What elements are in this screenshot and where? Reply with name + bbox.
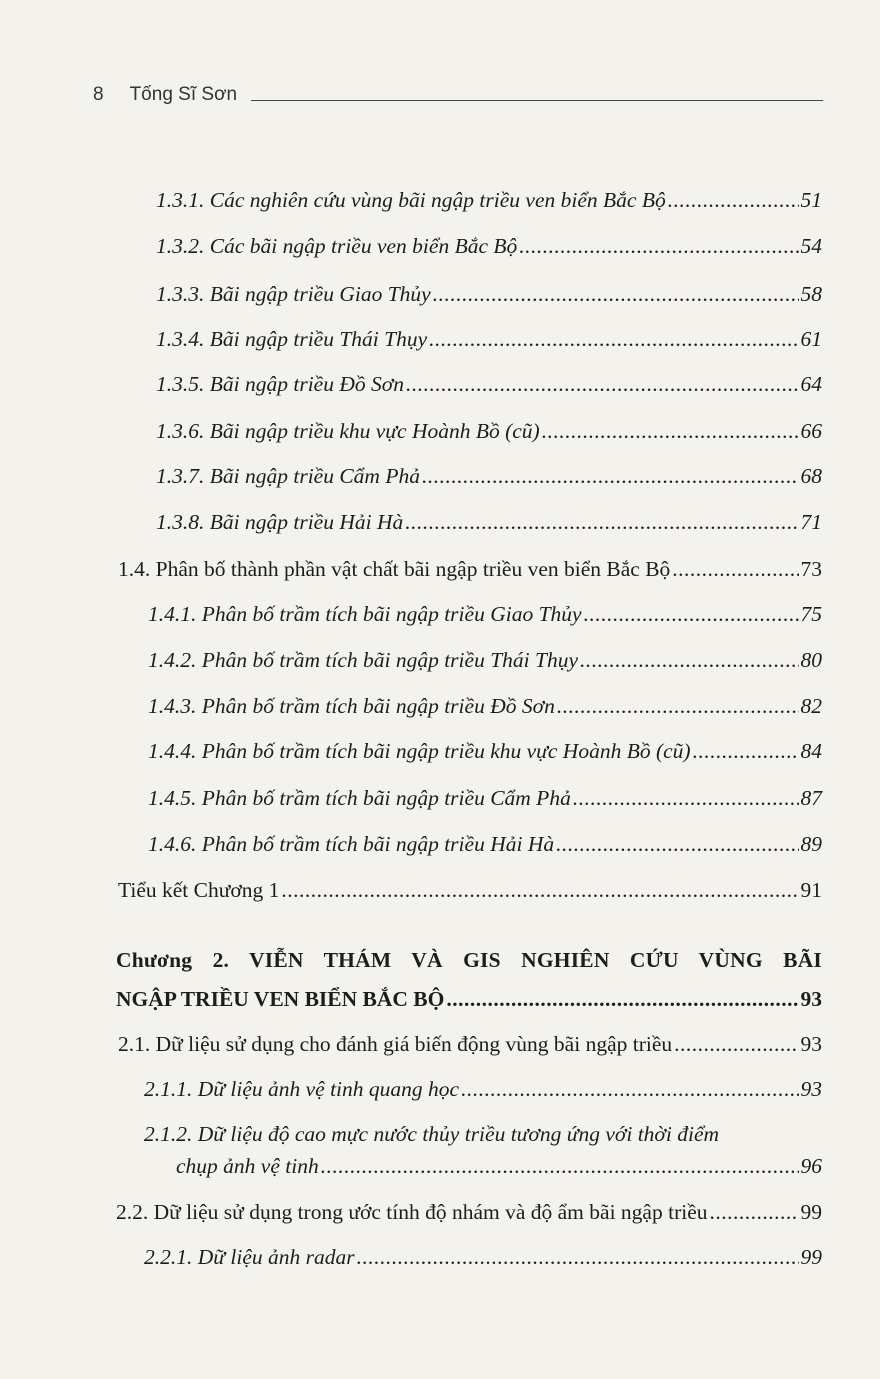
toc-entry-2-1-2-line1[interactable]: 2.1.2. Dữ liệu độ cao mực nước thủy triều tương ứng với thời điểm — [144, 1122, 720, 1146]
toc-entry-1-3-8[interactable]: 1.3.8. Bãi ngập triều Hải Hà ..... 71 — [156, 508, 822, 536]
toc-page-number: 93 — [800, 1077, 822, 1101]
toc-entry-2-1-2[interactable]: chụp ảnh vệ tinh ..... 96 — [176, 1152, 822, 1180]
toc-entry-1-4-1[interactable]: 1.4.1. Phân bố trầm tích bãi ngập triều Giao Thủy ..... 75 — [148, 600, 822, 628]
toc-entry-1-4-3[interactable]: 1.4.3. Phân bố trầm tích bãi ngập triều Đồ Sơn ..... 82 — [148, 692, 822, 720]
toc-page-number: 87 — [800, 786, 822, 810]
toc-entry-1-3-6[interactable]: 1.3.6. Bãi ngập triều khu vực Hoành Bồ (cũ) ..... 66 — [156, 417, 822, 445]
toc-entry-1-4-6[interactable]: 1.4.6. Phân bố trầm tích bãi ngập triều Hải Hà ..... 89 — [148, 830, 822, 858]
toc-page-number: 91 — [800, 878, 822, 902]
toc-entry-2-1-1[interactable]: 2.1.1. Dữ liệu ảnh vệ tinh quang học ..... 93 — [144, 1075, 822, 1103]
toc-entry-1-3-7[interactable]: 1.3.7. Bãi ngập triều Cẩm Phả ..... 68 — [156, 462, 822, 490]
toc-entry-1-3-5[interactable]: 1.3.5. Bãi ngập triều Đồ Sơn ..... 64 — [156, 370, 822, 398]
toc-page-number: 71 — [800, 510, 822, 534]
toc-chapter-2-title-cont[interactable]: NGẬP TRIỀU VEN BIỂN BẮC BỘ ..... 93 — [116, 985, 822, 1013]
toc-page-number: 66 — [800, 419, 822, 443]
toc-entry-1-4-5[interactable]: 1.4.5. Phân bố trầm tích bãi ngập triều Cẩm Phả ..... 87 — [148, 784, 822, 812]
toc-page-number: 51 — [800, 188, 822, 212]
toc-entry-2-2[interactable]: 2.2. Dữ liệu sử dụng trong ước tính độ nhám và độ ẩm bãi ngập triều ..... 99 — [116, 1198, 822, 1226]
toc-page-number: 82 — [800, 694, 822, 718]
toc-entry-1-3-1[interactable]: 1.3.1. Các nghiên cứu vùng bãi ngập triều ven biển Bắc Bộ ..... 51 — [156, 186, 822, 214]
toc-entry-1-3-3[interactable]: 1.3.3. Bãi ngập triều Giao Thủy ..... 58 — [156, 280, 822, 308]
toc-page-number: 61 — [800, 327, 822, 351]
toc-entry-chapter1-summary[interactable]: Tiểu kết Chương 1 ..... 91 — [118, 876, 822, 904]
toc-page-number: 64 — [800, 372, 822, 396]
toc-page-number: 58 — [800, 282, 822, 306]
header-rule — [251, 100, 823, 101]
toc-page-number: 96 — [800, 1154, 822, 1178]
toc-page-number: 93 — [800, 987, 822, 1011]
author-name: Tống Sĩ Sơn — [129, 84, 238, 105]
toc-page-number: 75 — [800, 602, 822, 626]
toc-entry-1-4[interactable]: 1.4. Phân bố thành phần vật chất bãi ngập triều ven biển Bắc Bộ ..... 73 — [118, 555, 822, 583]
toc-entry-1-3-2[interactable]: 1.3.2. Các bãi ngập triều ven biển Bắc Bộ ..... 54 — [156, 232, 822, 260]
toc-entry-1-4-4[interactable]: 1.4.4. Phân bố trầm tích bãi ngập triều khu vực Hoành Bồ (cũ) ..... 84 — [148, 737, 822, 765]
toc-chapter-2-title[interactable]: Chương 2. VIỄN THÁM VÀ GIS NGHIÊN CỨU VÙNG BÃI — [116, 948, 822, 972]
toc-entry-1-4-2[interactable]: 1.4.2. Phân bố trầm tích bãi ngập triều Thái Thụy ..... 80 — [148, 646, 822, 674]
toc-page-number: 89 — [800, 832, 822, 856]
toc-page-number: 80 — [800, 648, 822, 672]
toc-page-number: 73 — [800, 557, 822, 581]
toc-entry-1-3-4[interactable]: 1.3.4. Bãi ngập triều Thái Thụy ..... 61 — [156, 325, 822, 353]
toc-page-number: 99 — [800, 1245, 822, 1269]
toc-page-number: 84 — [800, 739, 822, 763]
toc-page-number: 68 — [800, 464, 822, 488]
toc-entry-2-1[interactable]: 2.1. Dữ liệu sử dụng cho đánh giá biến động vùng bãi ngập triều ..... 93 — [118, 1030, 822, 1058]
running-header — [93, 76, 823, 106]
toc-page-number: 93 — [800, 1032, 822, 1056]
toc-page-number: 99 — [800, 1200, 822, 1224]
page-number: 8 — [93, 84, 104, 105]
toc-page-number: 54 — [800, 234, 822, 258]
toc-entry-2-2-1[interactable]: 2.2.1. Dữ liệu ảnh radar ..... 99 — [144, 1243, 822, 1271]
